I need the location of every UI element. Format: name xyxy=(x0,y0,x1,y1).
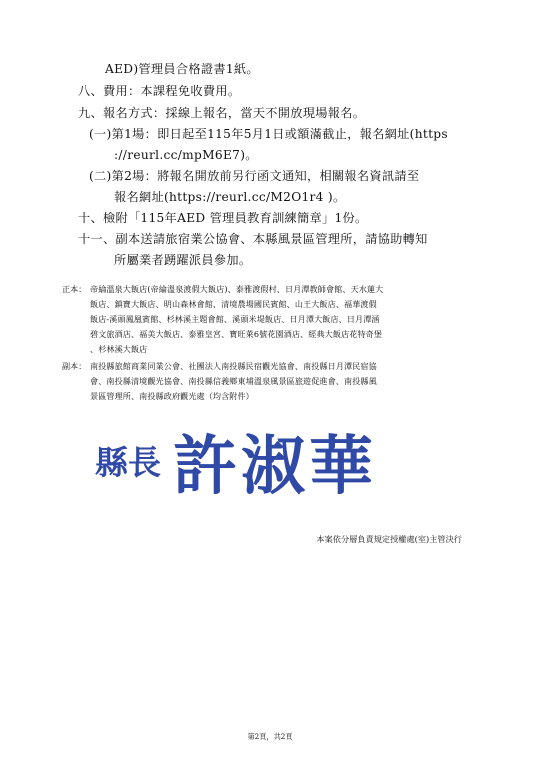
copy-recipient-line: 景區管理所、南投縣政府觀光處（均含附件） xyxy=(90,391,254,401)
delegation-note: 本案依分層負責規定授權處(室)主管決行 xyxy=(316,534,462,544)
main-recipient-line: 飯店、鎮寶大飯店、明山森林會館、清境農場國民賓館、山王大飯店、福華渡假 xyxy=(90,299,377,309)
session-2-line-2: 報名網址(https://reurl.cc/M2O1r4 )。 xyxy=(114,190,346,204)
main-recipient-line: 、杉林溪大飯店 xyxy=(90,344,148,354)
section-11-line-1: 十一、副本送請旅宿業公協會、本縣風景區管理所，請協助轉知 xyxy=(78,232,428,246)
main-recipient-label: 正本： xyxy=(62,284,87,294)
copy-recipient-line: 南投縣旅館商業同業公會、社團法人南投縣民宿觀光協會、南投縣日月潭民宿協 xyxy=(90,361,377,371)
signature-name: 許淑華 xyxy=(173,429,377,504)
copy-recipient-label: 副本： xyxy=(62,361,87,371)
signature-seal xyxy=(95,408,395,516)
main-recipient-line: 飯店-溪頭鳳凰賓館、杉林溪主題會館、溪頭米堤飯店、日月潭大飯店、日月潭涵 xyxy=(90,314,380,324)
main-recipient-line: 帝綸溫泉大飯店(帝綸溫泉渡假大飯店)、泰雅渡假村、日月潭教師會館、天水蓮大 xyxy=(90,284,384,294)
page-number: 第2頁，共2頁 xyxy=(247,732,293,741)
session-1-line-2: ://reurl.cc/mpM6E7)。 xyxy=(114,148,258,162)
section-11-line-2: 所屬業者踴躍派員參加。 xyxy=(114,253,252,267)
session-1-line-1: (一)第1場：即日起至115年5月1日或額滿截止，報名網址(https xyxy=(89,127,448,141)
section-8-fee: 八、費用：本課程免收費用。 xyxy=(78,84,241,98)
section-9-registration: 九、報名方式：採線上報名，當天不開放現場報名。 xyxy=(78,106,366,120)
signature-title: 縣長 xyxy=(95,443,161,482)
copy-recipient-line: 會、南投縣清境觀光協會、南投縣信義鄉東埔溫泉風景區旅遊促進會、南投縣風 xyxy=(90,376,377,386)
main-recipient-line: 碧文旅酒店、福美大飯店、泰雅皇宮、寶旺萊6號花園酒店、經典大飯店花特奇堡 xyxy=(90,329,383,339)
body-line-1: AED)管理員合格證書1紙。 xyxy=(105,62,259,76)
session-2-line-1: (二)第2場：將報名開放前另行函文通知，相關報名資訊請至 xyxy=(89,169,420,183)
section-10-attachment: 十、檢附「115年AED 管理員教育訓練簡章」1份。 xyxy=(78,211,368,225)
